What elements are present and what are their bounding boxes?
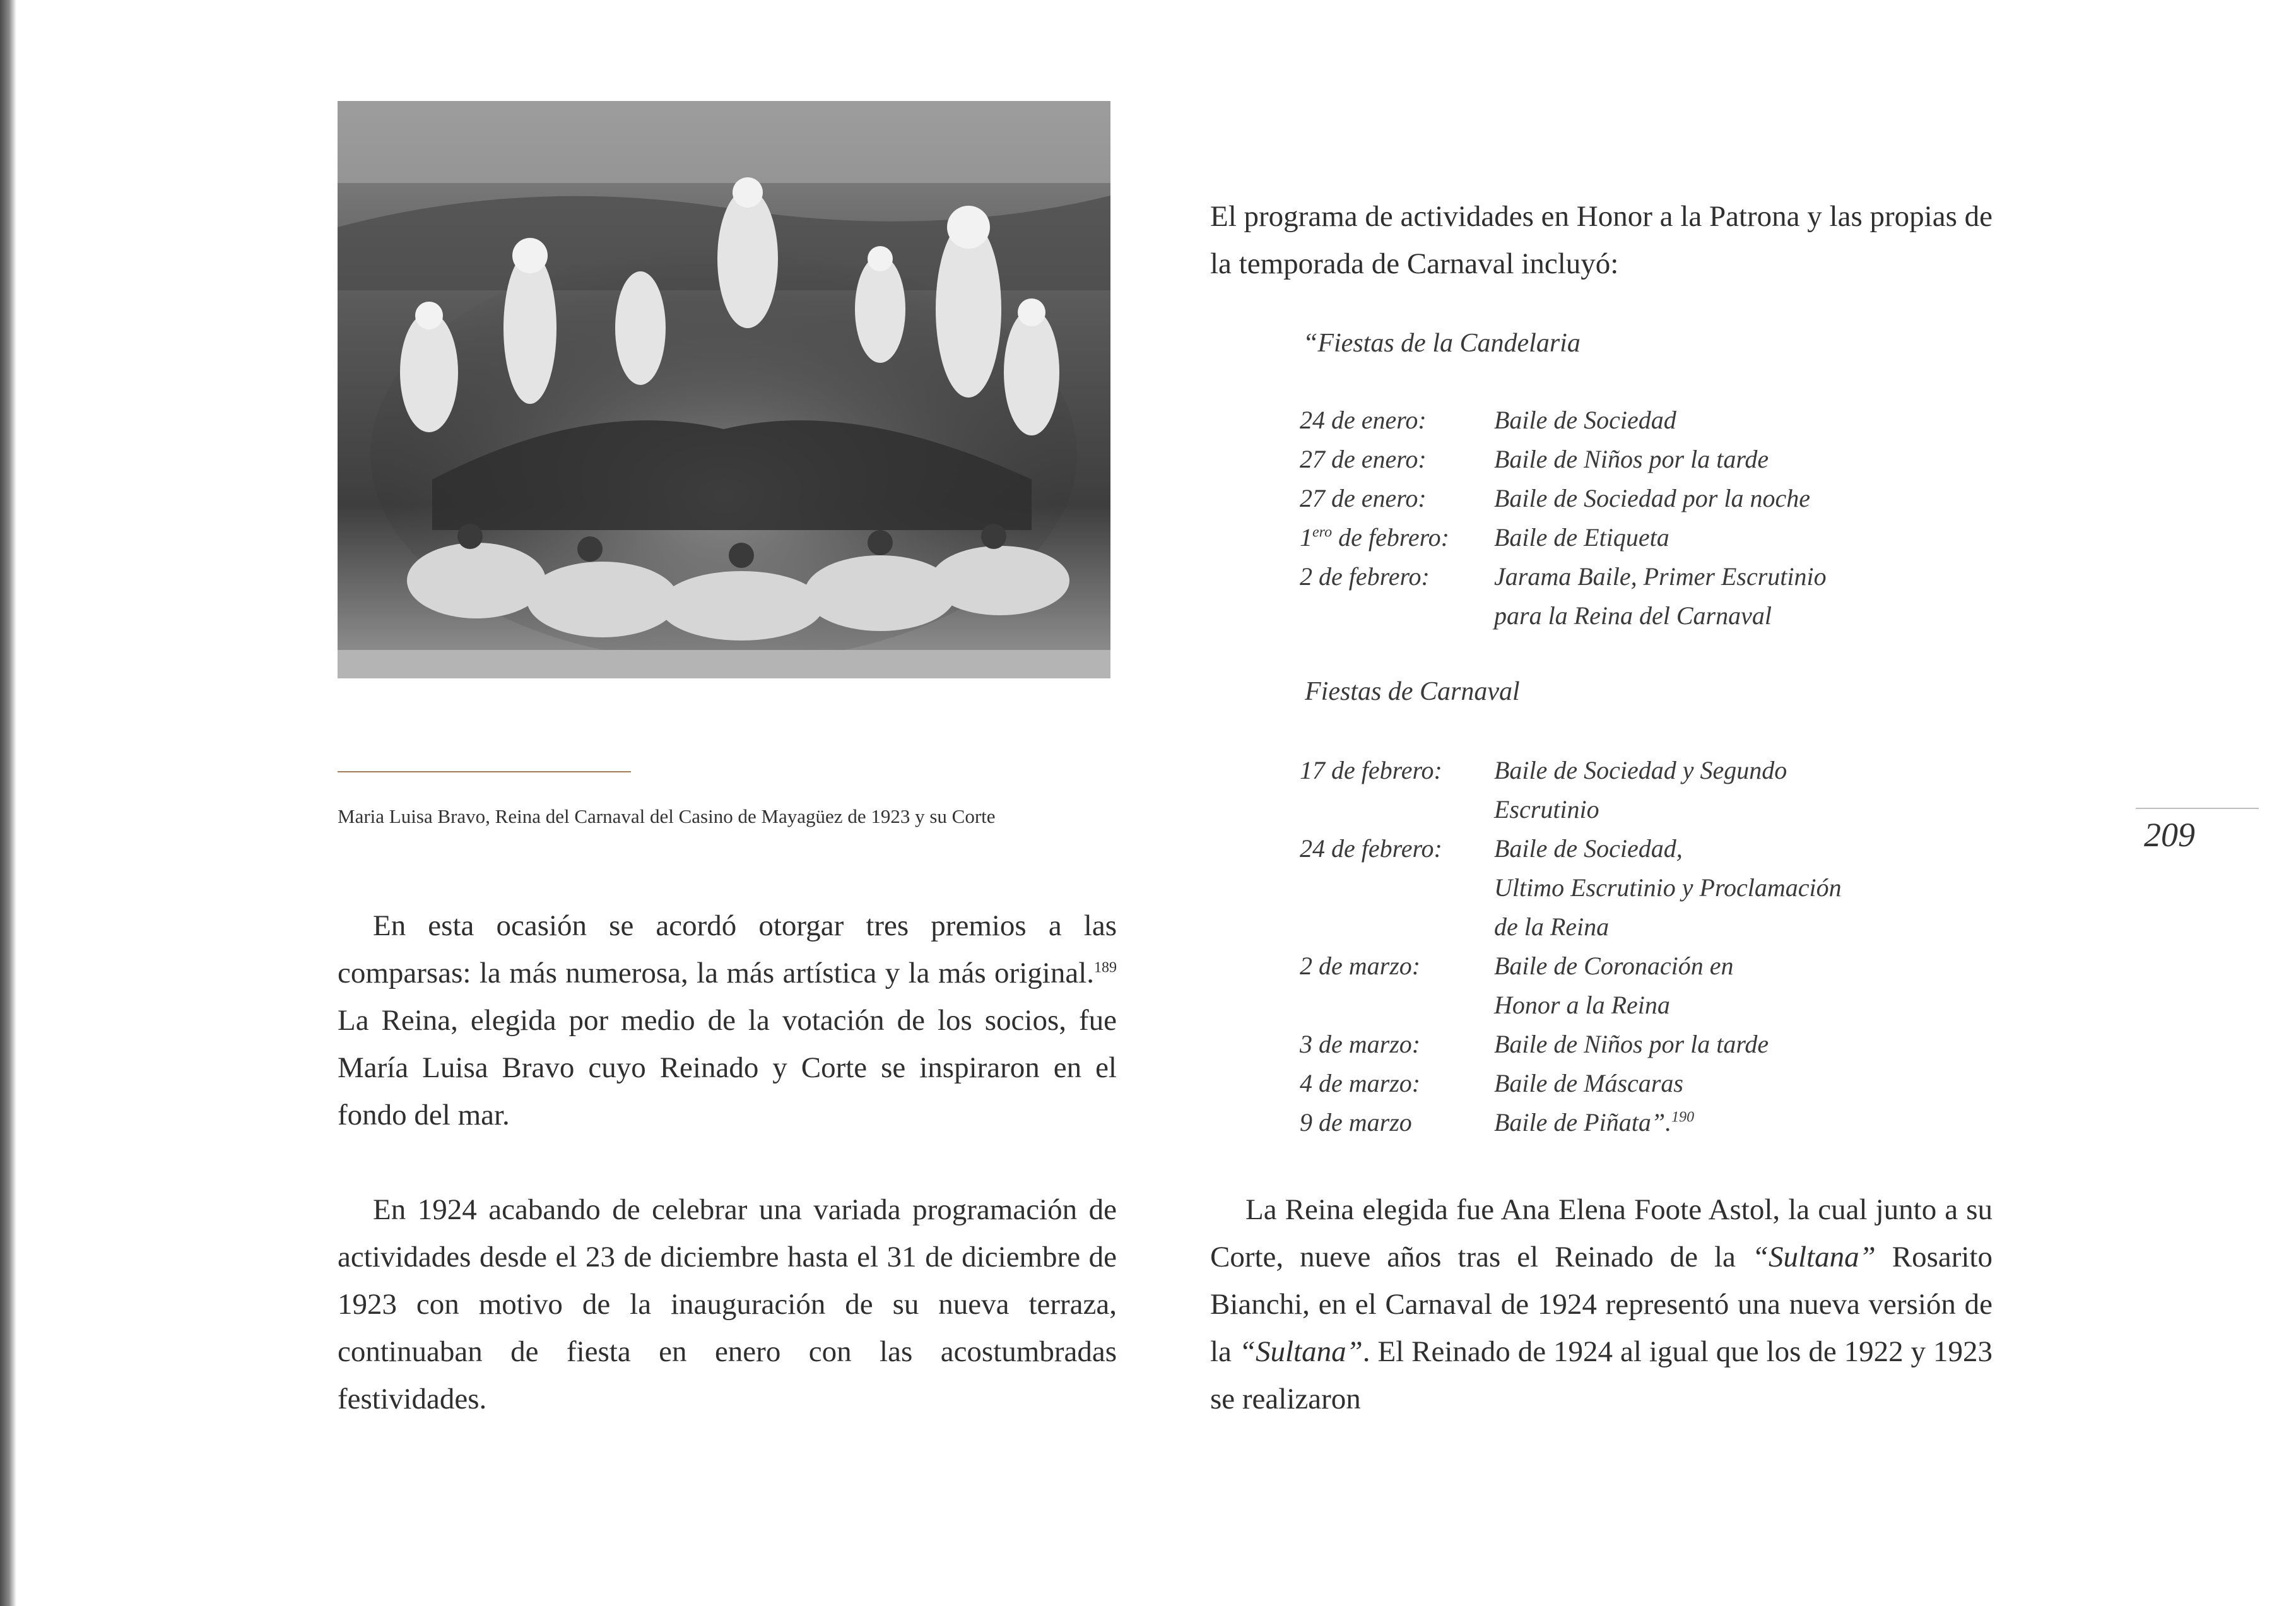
schedule-event: Baile de Sociedad y Segundo xyxy=(1494,756,1787,784)
schedule-date: 17 de febrero: xyxy=(1300,756,1442,784)
schedule-date: 24 de enero: xyxy=(1300,406,1427,434)
schedule-row xyxy=(1300,479,1994,518)
carnaval-schedule xyxy=(1300,751,1994,1142)
schedule-event-text: Baile de Piñata”. xyxy=(1494,1108,1672,1137)
schedule-row xyxy=(1300,907,1994,947)
left-paragraph-1 xyxy=(338,902,1117,1139)
book-spine-shadow xyxy=(0,0,16,1606)
left-paragraph-1-text: En esta ocasión se acordó otorgar tres premios a las comparsas: la más numerosa, la más artística y la más original. xyxy=(338,909,1117,989)
schedule-row xyxy=(1300,986,1994,1025)
left-paragraph-2: En 1924 acabando de celebrar una variada programación de actividades desde el 23 de diciembre hasta el 31 de diciembre de 1923 con motivo de la inauguración de su nueva terraza, continuaban de fiesta en enero con las acostumbradas festividades. xyxy=(338,1193,1117,1415)
schedule-event: Ultimo Escrutinio y Proclamación xyxy=(1494,873,1842,902)
schedule-date: 24 de febrero: xyxy=(1300,834,1442,863)
footnote-190: 190 xyxy=(1671,1109,1695,1126)
schedule-event: para la Reina del Carnaval xyxy=(1494,601,1772,630)
carnival-court-photo xyxy=(338,101,1110,678)
schedule-row xyxy=(1300,1025,1994,1064)
page-number: 209 xyxy=(2144,816,2195,854)
schedule-row xyxy=(1300,401,1994,440)
schedule-row xyxy=(1300,751,1994,790)
schedule-event xyxy=(1494,1103,1694,1142)
schedule-event: Baile de Sociedad xyxy=(1494,406,1676,434)
schedule-row xyxy=(1300,790,1994,829)
schedule-row xyxy=(1300,947,1994,986)
schedule-row xyxy=(1300,868,1994,907)
right-paragraph-text-cont: Rosarito Bianchi, en el Carnaval de 1924 representó una nueva versión de la xyxy=(1210,1241,1993,1368)
sultana-title: “Sultana” xyxy=(1751,1241,1876,1273)
schedule-date-ordinal: ero xyxy=(1312,524,1333,541)
schedule-row xyxy=(1300,440,1994,479)
schedule-date: 2 de marzo: xyxy=(1300,952,1421,980)
candelaria-schedule xyxy=(1300,401,1994,635)
schedule-event: Baile de Niños por la tarde xyxy=(1494,1030,1769,1058)
right-paragraph-text: La Reina elegida fue Ana Elena Foote Astol, la cual junto a su Corte, nueve años tras el Reinado de la xyxy=(1210,1193,1993,1273)
schedule-row xyxy=(1300,596,1994,635)
schedule-row xyxy=(1300,1064,1994,1103)
page-number-rule xyxy=(2136,808,2259,809)
schedule-event: Jarama Baile, Primer Escrutinio xyxy=(1494,562,1827,591)
footnote-189: 189 xyxy=(1094,959,1117,976)
schedule-date xyxy=(1300,596,1494,635)
schedule-date: 4 de marzo: xyxy=(1300,1069,1421,1097)
schedule-row xyxy=(1300,518,1994,557)
schedule-date xyxy=(1300,907,1494,947)
right-paragraph-text-end: . El Reinado de 1924 al igual que los de 1922 y 1923 se realizaron xyxy=(1210,1335,1993,1415)
schedule-event: Baile de Máscaras xyxy=(1494,1069,1683,1097)
caption-rule xyxy=(338,771,631,772)
schedule-event: Escrutinio xyxy=(1494,795,1599,824)
schedule-date xyxy=(1300,868,1494,907)
schedule-date: 27 de enero: xyxy=(1300,445,1427,473)
schedule-date: 3 de marzo: xyxy=(1300,1030,1421,1058)
sultana-title-2: “Sultana” xyxy=(1239,1335,1363,1368)
schedule-date xyxy=(1300,986,1494,1025)
right-paragraph xyxy=(1210,1186,1993,1423)
schedule-date-number: 1 xyxy=(1300,523,1312,552)
left-paragraph-1-text-cont: La Reina, elegida por medio de la votación de los socios, fue María Luisa Bravo cuyo Reinado y Corte se inspiraron en el fondo del mar. xyxy=(338,1004,1117,1131)
schedule-event: de la Reina xyxy=(1494,912,1610,941)
photo-illustration xyxy=(338,101,1110,678)
schedule-event: Baile de Coronación en xyxy=(1494,952,1734,980)
candelaria-heading: “Fiestas de la Candelaria xyxy=(1303,329,1581,358)
schedule-date: 9 de marzo xyxy=(1300,1108,1412,1137)
schedule-row xyxy=(1300,1103,1994,1142)
schedule-date xyxy=(1300,790,1494,829)
schedule-date: 27 de enero: xyxy=(1300,484,1427,512)
schedule-event: Baile de Etiqueta xyxy=(1494,523,1669,552)
schedule-date: 2 de febrero: xyxy=(1300,562,1430,591)
carnaval-heading: Fiestas de Carnaval xyxy=(1305,677,1520,706)
intro-paragraph: El programa de actividades en Honor a la Patrona y las propias de la temporada de Carnaval incluyó: xyxy=(1210,200,1993,280)
schedule-date xyxy=(1300,518,1494,557)
schedule-event: Baile de Sociedad, xyxy=(1494,834,1683,863)
schedule-row xyxy=(1300,557,1994,596)
schedule-event: Baile de Sociedad por la noche xyxy=(1494,484,1810,512)
schedule-date-month: de febrero: xyxy=(1332,523,1449,552)
schedule-row xyxy=(1300,829,1994,868)
schedule-event: Baile de Niños por la tarde xyxy=(1494,445,1769,473)
schedule-event: Honor a la Reina xyxy=(1494,991,1670,1019)
photo-caption: Maria Luisa Bravo, Reina del Carnaval del Casino de Mayagüez de 1923 y su Corte xyxy=(338,805,996,827)
